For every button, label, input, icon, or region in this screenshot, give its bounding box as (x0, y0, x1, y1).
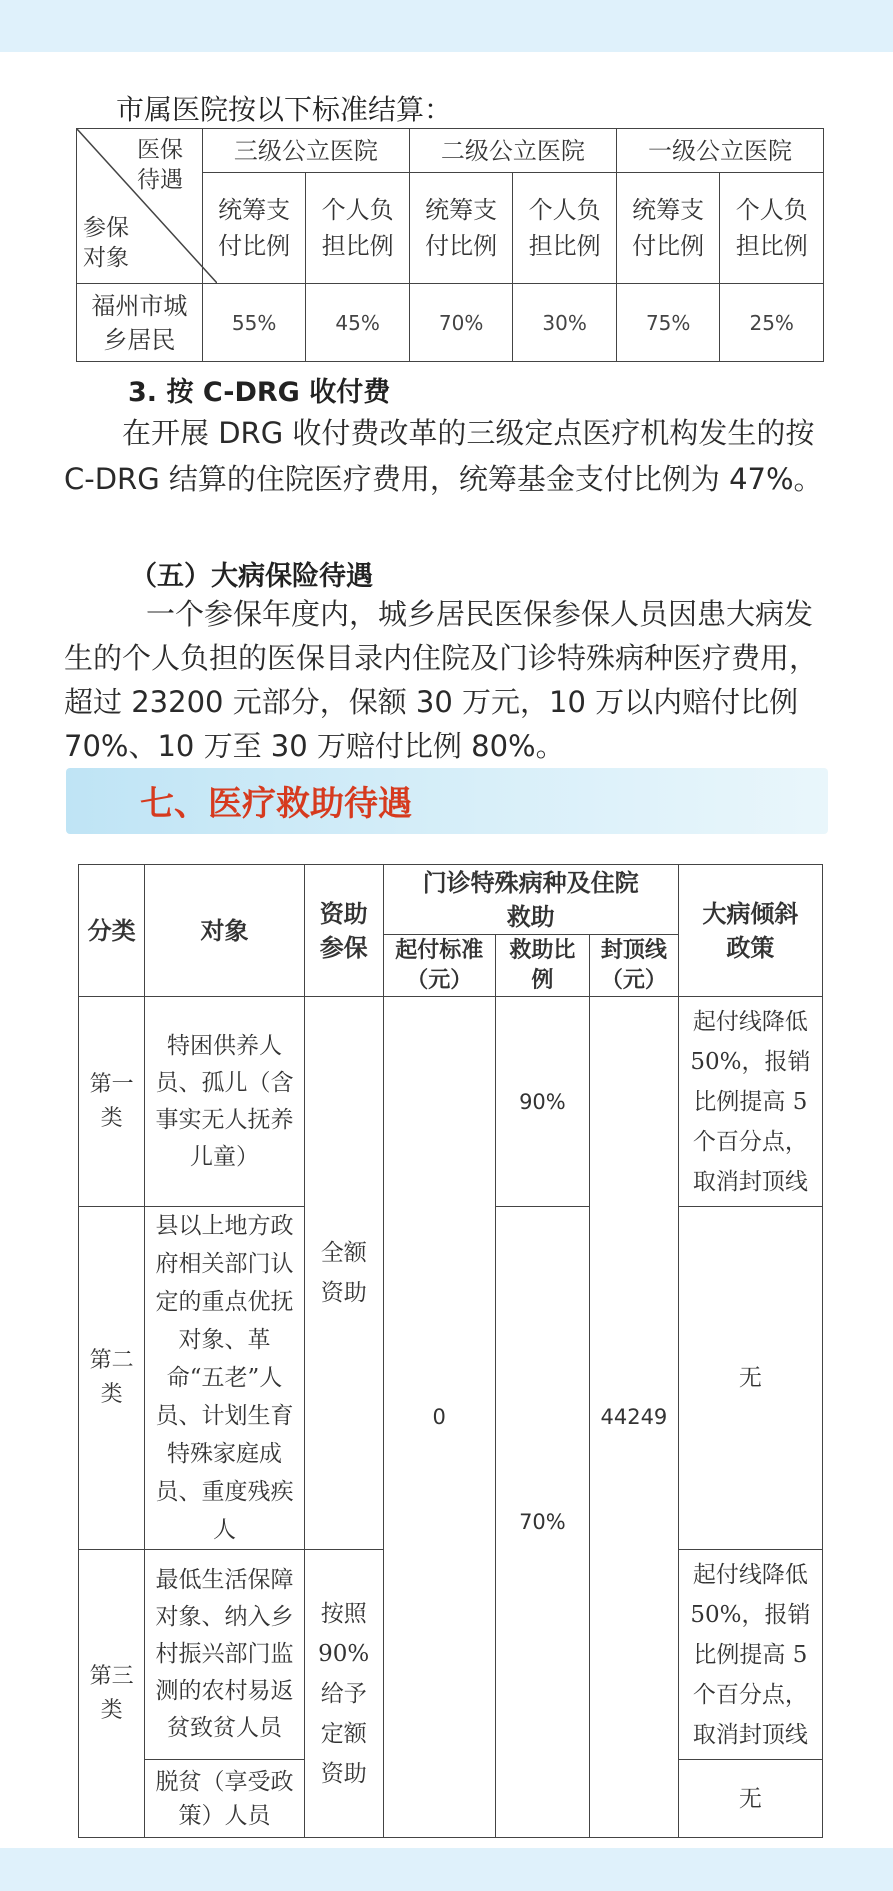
section3-heading: 3. 按 C-DRG 收付费 (128, 377, 391, 408)
value-cell: 25% (720, 284, 824, 362)
value-cell: 75% (616, 284, 720, 362)
sub-header: 个人负担比例 (306, 173, 410, 284)
corner-top-label: 医保 待遇 (137, 137, 183, 193)
header-category: 分类 (79, 865, 145, 997)
critical-policy-cell: 无 (678, 1760, 822, 1838)
section5-heading: （五）大病保险待遇 (130, 561, 373, 592)
subsidy-partial-cell: 按照90%给予定额资助 (304, 1550, 383, 1838)
sub-header: 个人负担比例 (513, 173, 617, 284)
hospital-settlement-table (76, 128, 824, 362)
hospital-level-header: 三级公立医院 (202, 129, 409, 173)
hospital-level-header: 一级公立医院 (616, 129, 823, 173)
cap-cell: 44249 (590, 997, 679, 1838)
critical-policy-cell: 起付线降低 50%，报销比例提高 5 个百分点，取消封顶线 (678, 997, 822, 1207)
section3-paragraph: 在开展 DRG 收付费改革的三级定点医疗机构发生的按 C-DRG 结算的住院医疗费用，统筹基金支付比例为 47%。 (64, 416, 823, 496)
target-cell: 最低生活保障对象、纳入乡村振兴部门监测的农村易返贫致贫人员 (145, 1550, 304, 1760)
header-outpatient-group: 门诊特殊病种及住院救助 (383, 865, 678, 935)
value-cell: 30% (513, 284, 617, 362)
critical-policy-cell: 无 (678, 1207, 822, 1550)
target-cell: 县以上地方政府相关部门认定的重点优抚对象、革命“五老”人员、计划生育特殊家庭成员、重度残疾人 (145, 1207, 304, 1550)
header-ratio: 救助比例 (495, 935, 589, 997)
section5-paragraph: 一个参保年度内，城乡居民医保参保人员因患大病发生的个人负担的医保目录内住院及门诊特殊病种医疗费用，超过 23200 元部分，保额 30 万元，10 万以内赔付比例 70%、10 万至 30 万赔付比例 80%。 (64, 597, 819, 763)
category-cell: 第三类 (79, 1550, 145, 1838)
sub-header: 个人负担比例 (720, 173, 824, 284)
target-cell: 特困供养人员、孤儿（含事实无人抚养儿童） (145, 997, 304, 1207)
header-deductible: 起付标准（元） (383, 935, 495, 997)
sub-header: 统筹支付比例 (616, 173, 720, 284)
critical-policy-cell: 起付线降低 50%，报销比例提高 5 个百分点，取消封顶线 (678, 1550, 822, 1760)
medical-aid-table (78, 864, 823, 1838)
target-cell: 脱贫（享受政策）人员 (145, 1760, 304, 1838)
header-target: 对象 (145, 865, 304, 997)
row-label: 福州市城乡居民 (77, 284, 203, 362)
header-cap: 封顶线（元） (590, 935, 679, 997)
deductible-cell: 0 (383, 997, 495, 1838)
top-band (0, 0, 893, 52)
value-cell: 55% (202, 284, 306, 362)
value-cell: 70% (409, 284, 513, 362)
table-corner-cell (77, 129, 203, 284)
hospital-level-header: 二级公立医院 (409, 129, 616, 173)
intro-line: 市属医院按以下标准结算： (116, 93, 453, 126)
ratio-cell: 90% (495, 997, 589, 1207)
sub-header: 统筹支付比例 (409, 173, 513, 284)
subsidy-full-cell: 全额资助 (304, 997, 383, 1550)
ratio-cell: 70% (495, 1207, 589, 1838)
corner-bottom-label: 参保 对象 (83, 215, 129, 271)
section7-title: 七、医疗救助待遇 (140, 784, 412, 824)
category-cell: 第二类 (79, 1207, 145, 1550)
bottom-band (0, 1848, 893, 1891)
sub-header: 统筹支付比例 (202, 173, 306, 284)
value-cell: 45% (306, 284, 410, 362)
category-cell: 第一类 (79, 997, 145, 1207)
header-critical-policy: 大病倾斜政策 (678, 865, 822, 997)
header-subsidy: 资助参保 (304, 865, 383, 997)
